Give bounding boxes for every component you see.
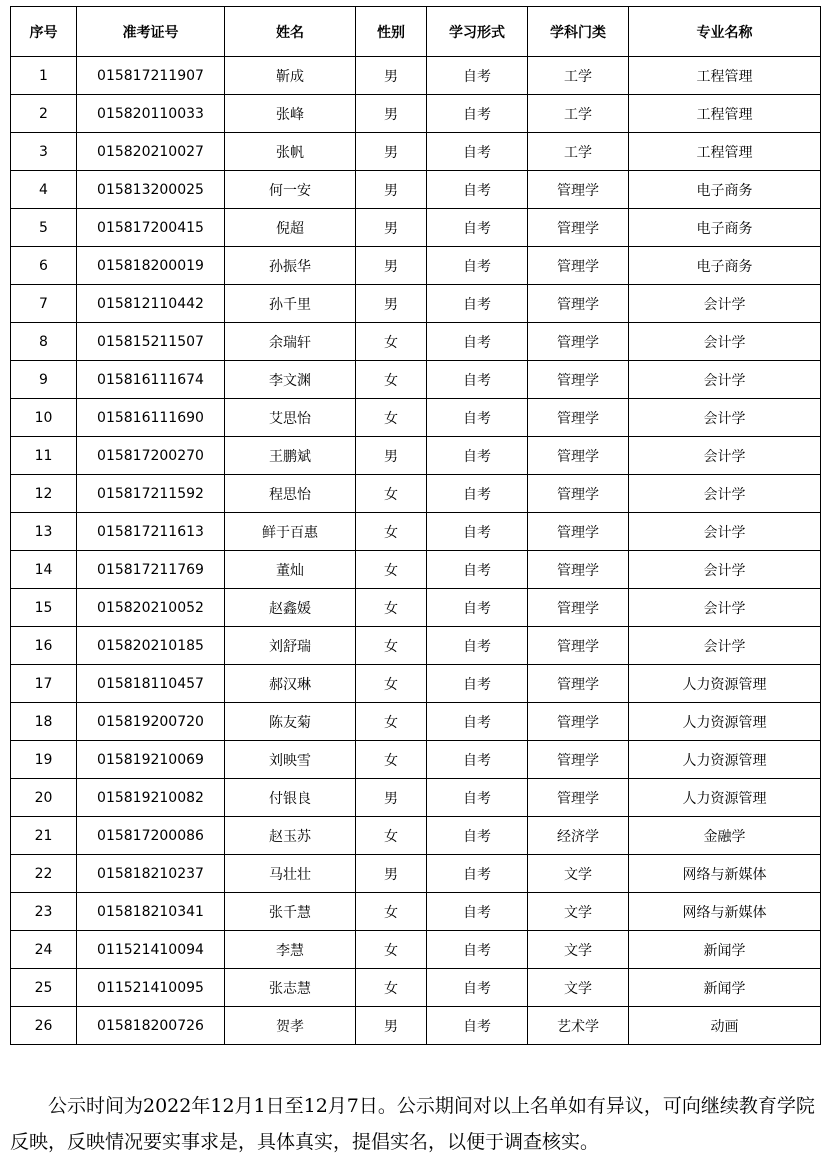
cell-name: 赵鑫媛 (225, 589, 356, 627)
cell-name: 董灿 (225, 551, 356, 589)
cell-gender: 女 (356, 969, 427, 1007)
cell-exam-id: 015819210082 (77, 779, 225, 817)
cell-name: 刘映雪 (225, 741, 356, 779)
cell-name: 马壮壮 (225, 855, 356, 893)
cell-index: 8 (11, 323, 77, 361)
cell-exam-id: 015817200415 (77, 209, 225, 247)
cell-study-mode: 自考 (427, 475, 528, 513)
cell-major: 动画 (629, 1007, 821, 1045)
cell-index: 11 (11, 437, 77, 475)
cell-exam-id: 015818110457 (77, 665, 225, 703)
table-row (11, 361, 821, 399)
cell-gender: 女 (356, 513, 427, 551)
cell-study-mode: 自考 (427, 133, 528, 171)
cell-major: 会计学 (629, 627, 821, 665)
table-row (11, 551, 821, 589)
cell-study-mode: 自考 (427, 513, 528, 551)
cell-study-mode: 自考 (427, 741, 528, 779)
cell-index: 5 (11, 209, 77, 247)
table-row (11, 171, 821, 209)
cell-name: 靳成 (225, 57, 356, 95)
cell-name: 郝汉琳 (225, 665, 356, 703)
cell-discipline: 管理学 (528, 779, 629, 817)
cell-discipline: 管理学 (528, 551, 629, 589)
cell-gender: 男 (356, 133, 427, 171)
cell-study-mode: 自考 (427, 855, 528, 893)
cell-study-mode: 自考 (427, 1007, 528, 1045)
cell-exam-id: 015817211613 (77, 513, 225, 551)
cell-name: 刘舒瑞 (225, 627, 356, 665)
table-row (11, 323, 821, 361)
cell-discipline: 经济学 (528, 817, 629, 855)
cell-gender: 女 (356, 931, 427, 969)
cell-name: 王鹏斌 (225, 437, 356, 475)
table-header-row (11, 7, 821, 57)
cell-discipline: 工学 (528, 95, 629, 133)
cell-study-mode: 自考 (427, 817, 528, 855)
table-row (11, 475, 821, 513)
cell-gender: 女 (356, 589, 427, 627)
cell-exam-id: 015820210027 (77, 133, 225, 171)
table-row (11, 855, 821, 893)
cell-name: 张帆 (225, 133, 356, 171)
cell-exam-id: 015812110442 (77, 285, 225, 323)
cell-discipline: 工学 (528, 133, 629, 171)
cell-name: 付银良 (225, 779, 356, 817)
table-row (11, 627, 821, 665)
cell-gender: 女 (356, 323, 427, 361)
cell-index: 19 (11, 741, 77, 779)
cell-discipline: 文学 (528, 893, 629, 931)
cell-major: 网络与新媒体 (629, 855, 821, 893)
table-row (11, 95, 821, 133)
cell-discipline: 管理学 (528, 665, 629, 703)
header-discipline: 学科门类 (528, 7, 629, 57)
cell-major: 人力资源管理 (629, 741, 821, 779)
table-row (11, 399, 821, 437)
table-row (11, 1007, 821, 1045)
cell-gender: 男 (356, 247, 427, 285)
cell-index: 25 (11, 969, 77, 1007)
table-row (11, 779, 821, 817)
cell-index: 22 (11, 855, 77, 893)
table-row (11, 437, 821, 475)
cell-index: 23 (11, 893, 77, 931)
header-name: 姓名 (225, 7, 356, 57)
cell-name: 艾思怡 (225, 399, 356, 437)
cell-gender: 男 (356, 779, 427, 817)
table-row (11, 703, 821, 741)
cell-discipline: 管理学 (528, 741, 629, 779)
table-row (11, 57, 821, 95)
cell-index: 20 (11, 779, 77, 817)
cell-exam-id: 015816111674 (77, 361, 225, 399)
cell-major: 会计学 (629, 323, 821, 361)
header-exam-id: 准考证号 (77, 7, 225, 57)
cell-study-mode: 自考 (427, 95, 528, 133)
cell-name: 张志慧 (225, 969, 356, 1007)
cell-name: 李慧 (225, 931, 356, 969)
cell-discipline: 管理学 (528, 589, 629, 627)
cell-exam-id: 011521410095 (77, 969, 225, 1007)
cell-gender: 男 (356, 95, 427, 133)
cell-exam-id: 015818200726 (77, 1007, 225, 1045)
cell-name: 张千慧 (225, 893, 356, 931)
table-row (11, 209, 821, 247)
cell-index: 2 (11, 95, 77, 133)
cell-study-mode: 自考 (427, 361, 528, 399)
cell-name: 倪超 (225, 209, 356, 247)
cell-major: 会计学 (629, 399, 821, 437)
cell-study-mode: 自考 (427, 247, 528, 285)
cell-name: 鲜于百惠 (225, 513, 356, 551)
table-row (11, 665, 821, 703)
cell-exam-id: 015818200019 (77, 247, 225, 285)
cell-exam-id: 015817211769 (77, 551, 225, 589)
cell-gender: 女 (356, 475, 427, 513)
table-row (11, 893, 821, 931)
cell-major: 会计学 (629, 551, 821, 589)
cell-index: 12 (11, 475, 77, 513)
cell-exam-id: 015813200025 (77, 171, 225, 209)
cell-index: 9 (11, 361, 77, 399)
cell-index: 7 (11, 285, 77, 323)
cell-study-mode: 自考 (427, 209, 528, 247)
table-row (11, 133, 821, 171)
table-row (11, 931, 821, 969)
cell-major: 电子商务 (629, 209, 821, 247)
table-body (11, 57, 821, 1045)
cell-study-mode: 自考 (427, 893, 528, 931)
cell-name: 孙千里 (225, 285, 356, 323)
cell-index: 17 (11, 665, 77, 703)
table-row (11, 741, 821, 779)
cell-exam-id: 015820210185 (77, 627, 225, 665)
cell-gender: 女 (356, 817, 427, 855)
table-row (11, 513, 821, 551)
cell-exam-id: 015819200720 (77, 703, 225, 741)
cell-study-mode: 自考 (427, 57, 528, 95)
cell-discipline: 文学 (528, 855, 629, 893)
cell-discipline: 管理学 (528, 513, 629, 551)
public-notice-paragraph: 公示时间为2022年12月1日至12月7日。公示期间对以上名单如有异议，可向继续教育学院反映，反映情况要实事求是，具体真实，提倡实名，以便于调查核实。 (10, 1095, 815, 1153)
cell-gender: 女 (356, 361, 427, 399)
cell-major: 电子商务 (629, 171, 821, 209)
cell-name: 李文渊 (225, 361, 356, 399)
cell-gender: 女 (356, 703, 427, 741)
cell-study-mode: 自考 (427, 285, 528, 323)
cell-index: 21 (11, 817, 77, 855)
cell-name: 张峰 (225, 95, 356, 133)
cell-index: 1 (11, 57, 77, 95)
cell-gender: 女 (356, 627, 427, 665)
cell-discipline: 管理学 (528, 171, 629, 209)
cell-study-mode: 自考 (427, 171, 528, 209)
cell-gender: 女 (356, 399, 427, 437)
cell-discipline: 管理学 (528, 247, 629, 285)
cell-major: 工程管理 (629, 57, 821, 95)
cell-major: 人力资源管理 (629, 779, 821, 817)
cell-index: 15 (11, 589, 77, 627)
cell-index: 24 (11, 931, 77, 969)
cell-discipline: 管理学 (528, 703, 629, 741)
cell-major: 人力资源管理 (629, 703, 821, 741)
table-row (11, 817, 821, 855)
cell-exam-id: 015817211592 (77, 475, 225, 513)
header-gender: 性别 (356, 7, 427, 57)
cell-exam-id: 015818210341 (77, 893, 225, 931)
cell-study-mode: 自考 (427, 931, 528, 969)
cell-name: 何一安 (225, 171, 356, 209)
cell-major: 新闻学 (629, 931, 821, 969)
cell-gender: 男 (356, 1007, 427, 1045)
cell-study-mode: 自考 (427, 665, 528, 703)
cell-index: 3 (11, 133, 77, 171)
cell-discipline: 管理学 (528, 627, 629, 665)
cell-gender: 女 (356, 665, 427, 703)
header-study-mode: 学习形式 (427, 7, 528, 57)
table-row (11, 247, 821, 285)
cell-discipline: 管理学 (528, 323, 629, 361)
cell-index: 6 (11, 247, 77, 285)
cell-discipline: 文学 (528, 969, 629, 1007)
cell-major: 会计学 (629, 475, 821, 513)
cell-index: 14 (11, 551, 77, 589)
cell-name: 余瑞轩 (225, 323, 356, 361)
cell-major: 会计学 (629, 513, 821, 551)
cell-gender: 男 (356, 57, 427, 95)
cell-discipline: 管理学 (528, 399, 629, 437)
cell-major: 网络与新媒体 (629, 893, 821, 931)
table-row (11, 285, 821, 323)
cell-study-mode: 自考 (427, 703, 528, 741)
cell-exam-id: 015817211907 (77, 57, 225, 95)
cell-study-mode: 自考 (427, 969, 528, 1007)
cell-exam-id: 015815211507 (77, 323, 225, 361)
cell-exam-id: 015820210052 (77, 589, 225, 627)
table-row (11, 589, 821, 627)
student-roster-table (10, 6, 821, 1045)
cell-major: 新闻学 (629, 969, 821, 1007)
cell-major: 金融学 (629, 817, 821, 855)
cell-index: 10 (11, 399, 77, 437)
cell-index: 13 (11, 513, 77, 551)
header-index: 序号 (11, 7, 77, 57)
cell-discipline: 管理学 (528, 475, 629, 513)
cell-gender: 男 (356, 171, 427, 209)
cell-exam-id: 015817200086 (77, 817, 225, 855)
cell-study-mode: 自考 (427, 399, 528, 437)
cell-discipline: 工学 (528, 57, 629, 95)
cell-discipline: 文学 (528, 931, 629, 969)
cell-gender: 男 (356, 855, 427, 893)
cell-exam-id: 015819210069 (77, 741, 225, 779)
cell-index: 26 (11, 1007, 77, 1045)
cell-gender: 男 (356, 285, 427, 323)
header-major: 专业名称 (629, 7, 821, 57)
cell-name: 程思怡 (225, 475, 356, 513)
cell-major: 工程管理 (629, 95, 821, 133)
table-row (11, 969, 821, 1007)
cell-study-mode: 自考 (427, 627, 528, 665)
cell-major: 电子商务 (629, 247, 821, 285)
cell-name: 贺孝 (225, 1007, 356, 1045)
cell-gender: 女 (356, 741, 427, 779)
cell-index: 18 (11, 703, 77, 741)
cell-exam-id: 015816111690 (77, 399, 225, 437)
cell-study-mode: 自考 (427, 437, 528, 475)
cell-discipline: 管理学 (528, 209, 629, 247)
cell-name: 赵玉苏 (225, 817, 356, 855)
cell-major: 工程管理 (629, 133, 821, 171)
cell-study-mode: 自考 (427, 551, 528, 589)
cell-exam-id: 015818210237 (77, 855, 225, 893)
cell-exam-id: 015820110033 (77, 95, 225, 133)
cell-major: 会计学 (629, 589, 821, 627)
cell-exam-id: 011521410094 (77, 931, 225, 969)
cell-discipline: 管理学 (528, 285, 629, 323)
cell-gender: 男 (356, 209, 427, 247)
cell-discipline: 艺术学 (528, 1007, 629, 1045)
cell-major: 会计学 (629, 361, 821, 399)
cell-major: 会计学 (629, 437, 821, 475)
cell-study-mode: 自考 (427, 589, 528, 627)
cell-name: 陈友菊 (225, 703, 356, 741)
cell-gender: 男 (356, 437, 427, 475)
cell-major: 人力资源管理 (629, 665, 821, 703)
cell-exam-id: 015817200270 (77, 437, 225, 475)
cell-study-mode: 自考 (427, 323, 528, 361)
cell-name: 孙振华 (225, 247, 356, 285)
cell-discipline: 管理学 (528, 437, 629, 475)
cell-discipline: 管理学 (528, 361, 629, 399)
cell-major: 会计学 (629, 285, 821, 323)
cell-gender: 女 (356, 893, 427, 931)
cell-index: 16 (11, 627, 77, 665)
cell-index: 4 (11, 171, 77, 209)
cell-gender: 女 (356, 551, 427, 589)
cell-study-mode: 自考 (427, 779, 528, 817)
